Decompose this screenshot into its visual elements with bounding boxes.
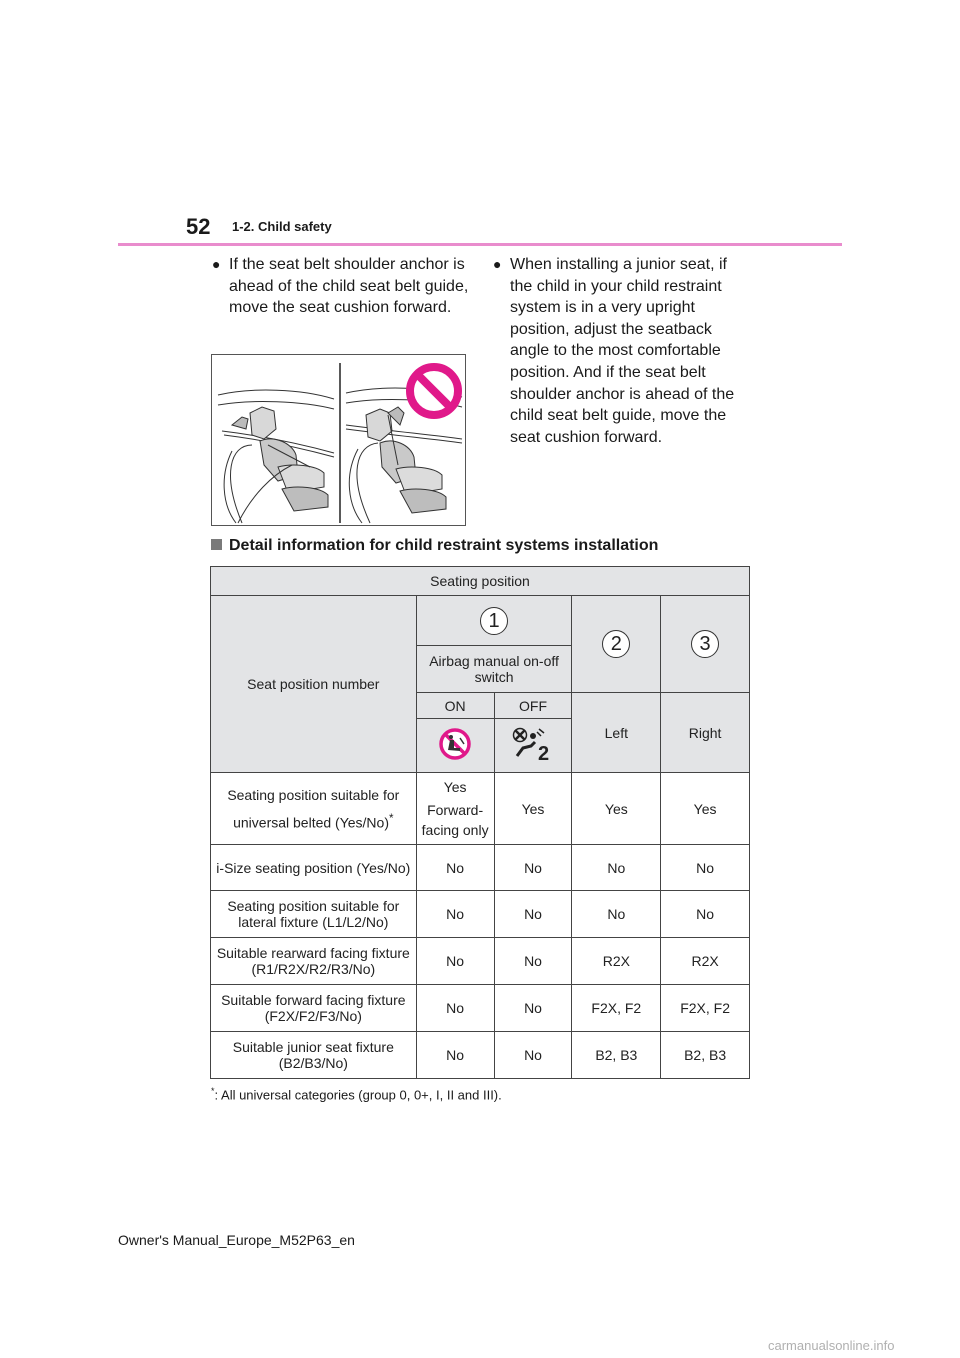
header-rule: [118, 243, 842, 246]
row-label-forward: Suitable forward facing fixture (F2X/F2/F3/No): [211, 985, 417, 1032]
cell-junior-right: B2, B3: [661, 1032, 750, 1079]
left-bullet-paragraph: [212, 254, 479, 319]
child-restraint-table: [210, 566, 750, 1079]
cell-universal-left: Yes: [572, 773, 661, 845]
passenger-airbag-off-icon: [511, 726, 555, 762]
seat-position-number-label: Seat position number: [211, 596, 417, 773]
watermark: carmanualsonline.info: [768, 1338, 895, 1353]
cell-junior-left: B2, B3: [572, 1032, 661, 1079]
right-bullet-paragraph: [493, 254, 750, 448]
seat-number-1-cell: [416, 596, 572, 646]
row-label-junior: Suitable junior seat fixture (B2/B3/No): [211, 1032, 417, 1079]
row-label-universal-belted: Seating position suitable for universal belted (Yes/No)*: [211, 773, 417, 845]
row-label-isize: i-Size seating position (Yes/No): [211, 845, 417, 891]
cell-junior-on: No: [416, 1032, 494, 1079]
row-label-rearward: Suitable rearward facing fixture (R1/R2X/R2/R3/No): [211, 938, 417, 985]
subheading-text: Detail information for child restraint systems installation: [229, 537, 659, 554]
seat-number-1: 1: [480, 607, 508, 635]
bullet-glyph: ●: [493, 256, 502, 272]
cell-isize-right: No: [661, 845, 750, 891]
cell-lateral-on: No: [416, 891, 494, 938]
seat-number-2: 2: [602, 630, 630, 658]
table-footnote: [211, 1086, 502, 1102]
footnote-mark: *: [389, 811, 394, 825]
cell-rearward-off: No: [494, 938, 572, 985]
airbag-off-indicator-icon: [436, 728, 474, 760]
footnote-text: : All universal categories (group 0, 0+, I, II and III).: [214, 1087, 502, 1103]
cell-forward-off: No: [494, 985, 572, 1032]
cell-rearward-on: No: [416, 938, 494, 985]
forward-facing-note: Forward-facing only: [421, 802, 489, 838]
cell-universal-on: Yes Forward-facing only: [416, 773, 494, 845]
cell-forward-left: F2X, F2: [572, 985, 661, 1032]
square-bullet-icon: [211, 539, 222, 550]
seat-number-3-cell: [661, 596, 750, 693]
right-bullet-text: When installing a junior seat, if the child in your child restraint system is in a very upright position, adjust the seatback angle to the most comfortable position. And if the seat belt shoulder anchor is ahead of the child seat belt guide, move the seat cushion forward.: [510, 256, 735, 446]
seating-position-header: Seating position: [211, 567, 750, 596]
cell-forward-right: F2X, F2: [661, 985, 750, 1032]
table-subheading: [211, 537, 658, 555]
off-label: OFF: [494, 693, 572, 719]
seat-number-2-cell: [572, 596, 661, 693]
airbag-switch-label: Airbag manual on-off switch: [416, 646, 572, 693]
page-number: 52: [186, 214, 211, 239]
bullet-glyph: ●: [212, 256, 221, 272]
section-title: 1-2. Child safety: [232, 219, 332, 234]
on-icon-cell: [416, 719, 494, 773]
cell-lateral-off: No: [494, 891, 572, 938]
cell-forward-on: No: [416, 985, 494, 1032]
off-icon-cell: [494, 719, 572, 773]
on-label: ON: [416, 693, 494, 719]
row-label-lateral: Seating position suitable for lateral fixture (L1/L2/No): [211, 891, 417, 938]
cell-junior-off: No: [494, 1032, 572, 1079]
off-icon-digit: 2: [538, 743, 550, 762]
cell-isize-left: No: [572, 845, 661, 891]
child-seat-illustration-drawing: [212, 355, 465, 525]
cell-isize-on: No: [416, 845, 494, 891]
cell-universal-off: Yes: [494, 773, 572, 845]
left-bullet-text: If the seat belt shoulder anchor is ahead of the child seat belt guide, move the seat cushion forward.: [229, 256, 469, 317]
cell-isize-off: No: [494, 845, 572, 891]
right-label: Right: [661, 693, 750, 773]
manual-id: Owner's Manual_Europe_M52P63_en: [118, 1232, 355, 1248]
left-label: Left: [572, 693, 661, 773]
cell-universal-right: Yes: [661, 773, 750, 845]
cell-rearward-right: R2X: [661, 938, 750, 985]
child-seat-illustration: [211, 354, 466, 526]
cell-lateral-right: No: [661, 891, 750, 938]
cell-lateral-left: No: [572, 891, 661, 938]
footnote-mark: *: [211, 1086, 215, 1096]
seat-number-3: 3: [691, 630, 719, 658]
cell-rearward-left: R2X: [572, 938, 661, 985]
